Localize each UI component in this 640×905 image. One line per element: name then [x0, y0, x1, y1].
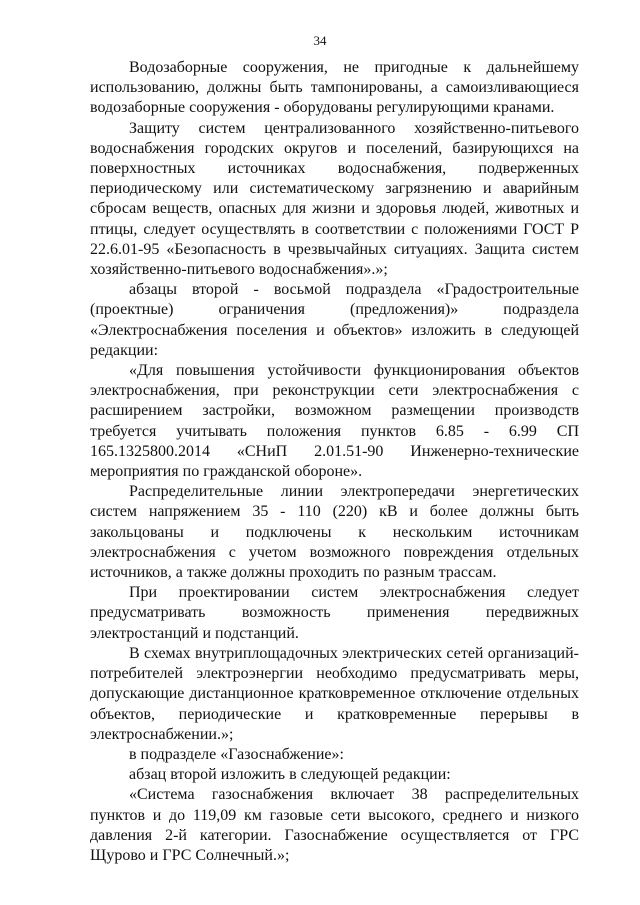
paragraph-remote-shutdown: В схемах внутриплощадочных электрических сетей организаций-потребителей электроэнергии необходимо предусматривать меры, допускающие дистанционное кратковременное отключение отдельных объектов, периодические и кратковременные перерывы в электроснабжении.»; [90, 644, 579, 743]
page-number: 34 [313, 33, 327, 48]
paragraph-gas-subsection: в подразделе «Газоснабжение»: [129, 745, 344, 763]
paragraph-power-lines: Распределительные линии электропередачи энергетических систем напряжением 35 - 110 (220) кВ и более должны быть закольцованы и подключены к нескольким источникам электроснабжения с учетом возможного повреждения отдельных источников, а также должны проходить по разным трассам. [90, 483, 579, 582]
paragraph-gas-amend: абзац второй изложить в следующей редакции: [129, 766, 451, 784]
paragraph-amend-power-section: абзацы второй - восьмой подраздела «Градостроительные (проектные) ограничения (предложения)» подраздела «Электроснабжения поселения и объектов» изложить в следующей редакции: [90, 281, 579, 359]
paragraph-power-stability: «Для повышения устойчивости функционирования объектов электроснабжения, при реконструкции сети электроснабжения с расширением застройки, возможном размещении производств требуется учитывать положения пунктов 6.85 - 6.99 СП 165.1325800.2014 «СНиП 2.01.51-90 Инженерно-технические мероприятия по гражданской обороне». [90, 362, 579, 481]
document-body [90, 58, 579, 866]
paragraph-water-protection: Защиту систем централизованного хозяйственно-питьевого водоснабжения городских округов и поселений, базирующихся на поверхностных источниках водоснабжения, подверженных периодическому или систематическому загрязнению и аварийным сбросам веществ, опасных для жизни и здоровья людей, животных и птицы, следует осуществлять в соответствии с положениями ГОСТ Р 22.6.01-95 «Безопасность в чрезвычайных ситуациях. Защита систем хозяйственно-питьевого водоснабжения».»; [90, 119, 579, 279]
paragraph-mobile-stations: При проектировании систем электроснабжения следует предусматривать возможность применения передвижных электростанций и подстанций. [90, 584, 579, 642]
paragraph-water-intake: Водозаборные сооружения, не пригодные к дальнейшему использованию, должны быть тампонированы, а самоизливающиеся водозаборные сооружения - оборудованы регулирующими кранами. [90, 59, 579, 117]
paragraph-gas-system: «Система газоснабжения включает 38 распределительных пунктов и до 119,09 км газовые сети высокого, среднего и низкого давления 2-й категории. Газоснабжение осуществляется от ГРС Щурово и ГРС Солнечный.»; [90, 786, 579, 864]
